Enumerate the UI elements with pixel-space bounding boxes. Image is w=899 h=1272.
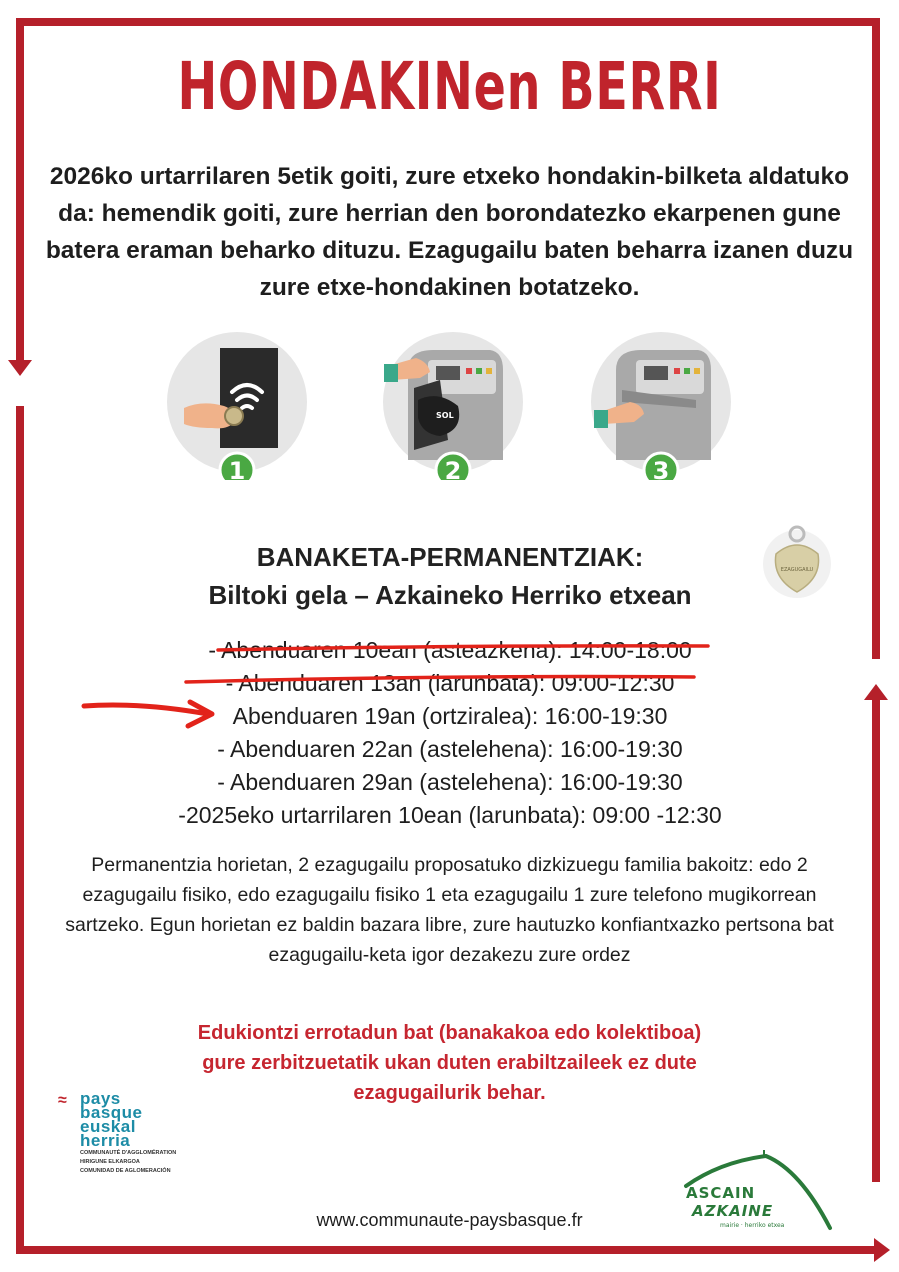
logo-subtitle: HIRIGUNE ELKARGOA <box>80 1159 140 1165</box>
pays-basque-logo <box>58 1089 178 1175</box>
heading-line-2: Biltoki gela – Azkaineko Herriko etxean <box>208 580 692 610</box>
step-number: 3 <box>652 457 670 480</box>
date-item: - Abenduaren 22an (astelehena): 16:00-19:30 <box>217 736 683 762</box>
date-item: - Abenduaren 13an (larunbata): 09:00-12:30 <box>225 670 675 696</box>
svg-text:EZAGUGAILU: EZAGUGAILU <box>780 567 814 573</box>
highlight-arrow-icon <box>80 696 220 732</box>
body-text: Permanentzia horietan, 2 ezagugailu proposatuko dizkizuegu familia bakoitz: edo 2 ezagugailu fisiko, edo ezagugailu fisiko 1 eta ezagugailu 1 zure telefono mugikorrean sartzeko. Egun horietan ez baldin bazara libre, zure hautuzko konfiantxazko pertsona bat ezagugailu-keta igor dezakezu zure ordez <box>65 854 834 966</box>
svg-text:SOL: SOL <box>436 411 454 420</box>
strike-line-1 <box>218 646 708 650</box>
warning-text: Edukiontzi errotadun bat (banakakoa edo kolektiboa) gure zerbitzuetatik ukan duten erabiltzaileek ez dute ezagugailurik behar. <box>197 1022 702 1104</box>
logo-subtitle: COMMUNAUTÉ D'AGGLOMÉRATION <box>80 1150 177 1156</box>
ascain-line-2: AZKAINE <box>692 1202 774 1220</box>
ascain-line-1: ASCAIN <box>686 1184 756 1202</box>
strike-line-2 <box>186 677 694 682</box>
website-link[interactable]: www.communaute-paysbasque.fr <box>316 1210 583 1230</box>
intro-text: 2026ko urtarrilaren 5etik goiti, zure etxeko hondakin-bilketa aldatuko da: hemendik goiti, zure herrian den borondatezko ekarpenen gune batera eraman beharko dituzu. Ezagugailu baten beharra izanen duzu zure etxe-hondakinen botatzeko. <box>45 163 854 301</box>
ascain-logo <box>680 1150 840 1240</box>
logo-word: euskal <box>80 1117 136 1136</box>
logo-subtitle: COMUNIDAD DE AGLOMERACIÓN <box>80 1168 171 1174</box>
step-number: 1 <box>228 457 246 480</box>
logo-chevrons-icon: ≈ <box>58 1092 67 1109</box>
step-number: 2 <box>444 457 462 480</box>
date-item: - Abenduaren 10ean (asteazkena): 14:00-18:00 <box>208 637 692 663</box>
logo-word: pays <box>80 1089 121 1108</box>
logo-word: basque <box>80 1103 143 1122</box>
date-item: - Abenduaren 29an (astelehena): 16:00-19:30 <box>217 769 683 795</box>
logo-word: herria <box>80 1131 131 1150</box>
ascain-tagline: mairie · herriko etxea <box>720 1222 785 1229</box>
page-title: HONDAKINen BERRI <box>177 48 722 125</box>
date-item: Abenduaren 19an (ortziralea): 16:00-19:30 <box>232 703 668 729</box>
date-item: -2025eko urtarrilaren 10ean (larunbata): 09:00 -12:30 <box>178 802 722 828</box>
heading-line-1: BANAKETA-PERMANENTZIAK: <box>256 542 644 572</box>
